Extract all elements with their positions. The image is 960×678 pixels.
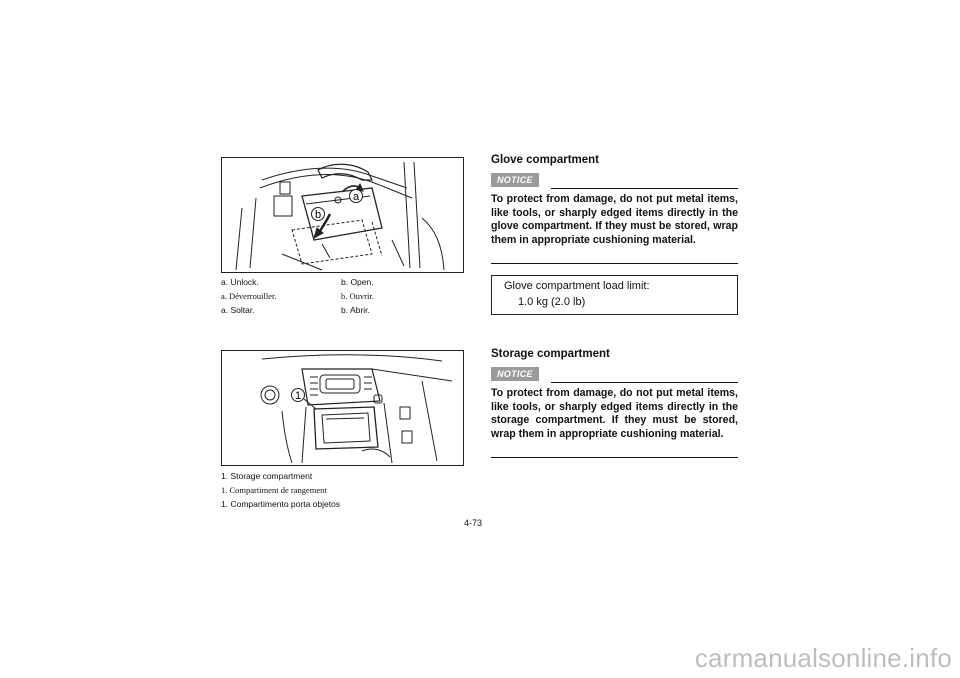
storage-notice-row: [491, 367, 738, 383]
svg-text:a: a: [352, 191, 360, 203]
caption-open-en: b. Open.: [341, 277, 374, 287]
glove-compartment-heading: Glove compartment: [491, 154, 599, 166]
caption-unlock-en: a. Unlock.: [221, 277, 259, 287]
glove-load-limit-box: [491, 275, 738, 315]
caption-unlock-fr: a. Déverrouiller.: [221, 291, 277, 301]
storage-compartment-heading: Storage compartment: [491, 348, 610, 360]
notice-badge: NOTICE: [491, 173, 539, 187]
page-number: 4-73: [464, 518, 483, 528]
notice-badge: NOTICE: [491, 367, 539, 381]
glove-compartment-drawing: [222, 158, 463, 272]
storage-notice-text: To protect from damage, do not put metal items, like tools, or sharply edged items directly in the storage compartment. If they must be stored, wrap them in appropriate cushioning material.: [491, 387, 738, 440]
storage-compartment-drawing: [222, 351, 463, 465]
load-limit-value: 1.0 kg (2.0 lb): [518, 296, 586, 308]
caption-storage-fr: 1. Compartiment de rangement: [221, 485, 327, 495]
glove-notice-row: [491, 173, 738, 189]
caption-open-es: b. Abrir.: [341, 305, 370, 315]
storage-compartment-illustration: [221, 350, 464, 466]
caption-unlock-es: a. Soltar.: [221, 305, 255, 315]
caption-open-fr: b. Ouvrir.: [341, 291, 374, 301]
storage-notice-end-rule: [491, 457, 738, 458]
callout-b: [312, 208, 325, 222]
svg-text:1: 1: [294, 390, 302, 402]
load-limit-label: Glove compartment load limit:: [504, 280, 650, 292]
notice-divider: [551, 188, 738, 189]
watermark-text: carmanualsonline.info: [694, 643, 952, 673]
caption-storage-es: 1. Compartimento porta objetos: [221, 499, 341, 509]
notice-divider: [551, 382, 738, 383]
glove-notice-text: To protect from damage, do not put metal items, like tools, or sharply edged items directly in the glove compartment. If they must be stored, wrap them in appropriate cushioning material.: [491, 193, 738, 246]
glove-notice-end-rule: [491, 263, 738, 264]
callout-1: [292, 389, 305, 403]
callout-a: [350, 190, 363, 204]
svg-text:b: b: [314, 209, 322, 221]
caption-storage-en: 1. Storage compartment: [221, 471, 313, 481]
glove-compartment-illustration: [221, 157, 464, 273]
